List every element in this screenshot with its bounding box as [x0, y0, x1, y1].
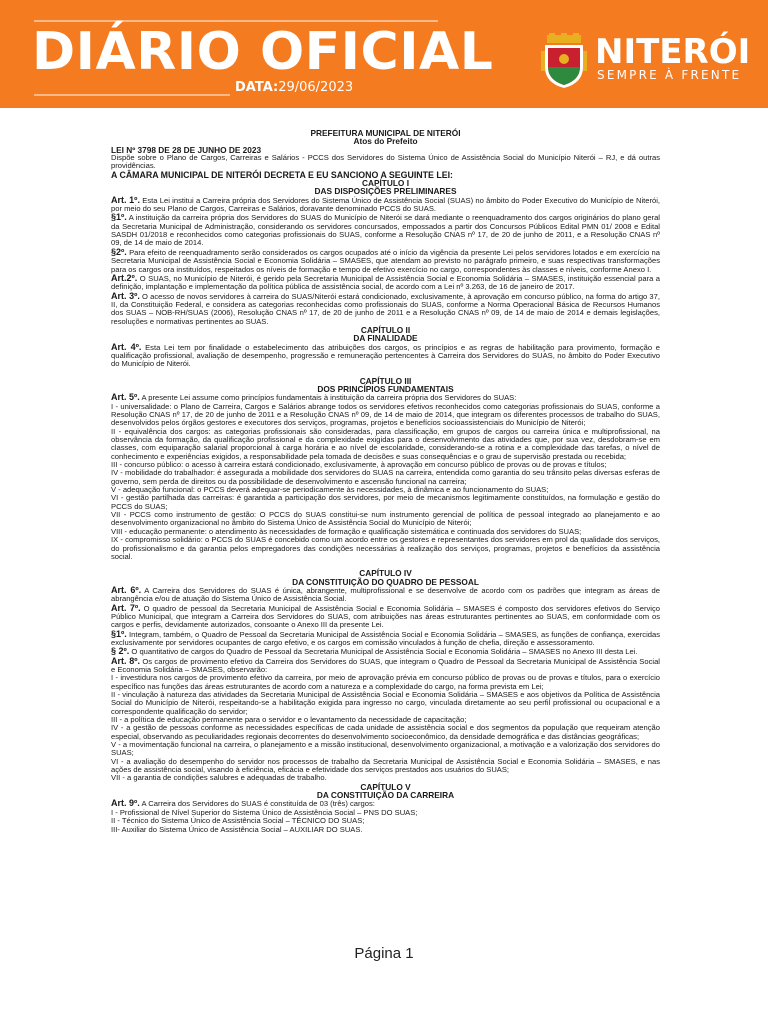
- org-title: PREFEITURA MUNICIPAL DE NITERÓI: [310, 128, 461, 138]
- article-3-label: Art. 3º.: [111, 290, 140, 301]
- article-7: [111, 604, 660, 630]
- article-9-item-i: I - Profissional de Nível Superior do Sistema Único de Assistência Social – PNS DO SUAS;: [111, 807, 418, 817]
- law-document: [111, 129, 660, 834]
- article-6: [111, 586, 660, 604]
- article-8-label: Art. 8º.: [111, 655, 141, 666]
- city-name: NITERÓI: [595, 32, 751, 72]
- article-5-item-iii: III - concurso público: o acesso à carreira estará condicionado, exclusivamente, à aprovação em concurso público de provas ou de provas e títulos;: [111, 460, 607, 470]
- article-1: [111, 196, 660, 214]
- chapter-4-name: DA CONSTITUIÇÃO DO QUADRO DE PESSOAL: [292, 576, 479, 587]
- article-6-label: Art. 6º.: [111, 584, 142, 595]
- chapter-3-title: CAPÍTULO III: [359, 375, 412, 386]
- article-8-text: Os cargos de provimento efetivo da Carreira dos Servidores do SUAS, que integram o Quadro de Pessoal da Secretaria Municipal de Assistência Social e Economia Solidária – SMASES, observarão:: [111, 656, 660, 674]
- article-3-text: O acesso de novos servidores à carreira do SUAS/Niterói estará condicionado, exclusivamente, à aprovação em concurso público, na forma do artigo 37, II, da Constituição Federal, e considera as categorias reconhecidas como profissionais do SUAS, conforme a Norma Operacional Básica de Recursos Humanos dos SUAS – NOB-RH/SUAS (2006), Resolução CNAS nº 17, de 20 de junho de 2011 e a Resolução CNAS nº 09, de 14 de maio de 2014 e demais legislações, resoluções e normativas pertinentes ao SUAS.: [111, 291, 660, 326]
- article-5-item-iv: IV - mobilidade do trabalhador: é assegurada a mobilidade dos servidores do SUAS na carreira, entendida como garantia do seu trânsito pelas diversas esferas de governo, sem perda de direitos ou da possibilidade de desenvolvimento e ascensão funcional na carreira;: [111, 468, 660, 486]
- issue-date: [235, 80, 353, 95]
- article-5-item-ii: II - equivalência dos cargos: as categorias profissionais são consideradas, para classificação, em grupos de cargos ou carreira única e multiprofissional, na observância da formação, da qualificação profissional e da complexidade exigidas para o desenvolvimento das atividades que, por sua vez, desdobram-se em classes, com equiparação salarial proporcional à carga horária e ao nível de escolaridade, considerando-se a rotina e a complexidade das tarefas, o nível de conhecimento e experiências exigidos, a responsabilidade pela tomada de decisões e suas consequências e o grau de supervisão prestada ou recebida;: [111, 426, 660, 461]
- article-9-item-ii: II - Técnico do Sistema Único de Assistência Social – TÉCNICO DO SUAS;: [111, 816, 365, 826]
- article-7-label: Art. 7º.: [111, 602, 141, 613]
- chapter-2-title: CAPÍTULO II: [360, 324, 411, 335]
- article-5-item-v: V - adequação funcional: o PCCS deverá adequar-se periodicamente às necessidades, à dinâmica e ao funcionamento do SUAS;: [111, 485, 549, 495]
- article-8-item-iii: III - a política de educação permanente para o servidor e o levantamento da necessidade de capacitação;: [111, 715, 467, 725]
- article-9-item-iii: III- Auxiliar do Sistema Único de Assistência Social – AUXILIAR DO SUAS.: [111, 824, 363, 834]
- date-label: DATA:: [235, 80, 279, 95]
- article-5-item-viii: VIII - educação permanente: o atendimento às necessidades de formação e qualificação sistemática e continuada dos servidores do SUAS;: [111, 526, 582, 536]
- chapter-1-title: CAPÍTULO I: [361, 178, 409, 189]
- city-crest-icon: [541, 33, 587, 89]
- org-subtitle: Atos do Prefeito: [353, 136, 418, 147]
- chapter-1-name: DAS DISPOSIÇÕES PRELIMINARES: [314, 186, 457, 197]
- article-1-paragraph-2-text: Para efeito de reenquadramento serão considerados os cargos ocupados até o início da vigência da presente Lei pelos servidores lotados e em exercício na Secretaria Municipal de Assistência Social e Economia Solidária – SMASES, que atendam ao previsto no parágrafo primeiro, e suas respectivas transformações para os cargos ora instituídos, respeitados os níveis de formação e tempo de efetivo exercício no cargo, correspondentes às classes e níveis, conforme Anexo I.: [111, 247, 660, 274]
- article-2-text: O SUAS, no Município de Niterói, é gerido pela Secretaria Municipal de Assistência Social e Economia Solidária – SMASES, instituição essencial para a definição, implantação e implementação da política pública de assistência social, de acordo com a Lei nº 3.263, de 16 de janeiro de 2017.: [111, 273, 660, 292]
- article-8: [111, 657, 660, 675]
- decree-statement: A CÂMARA MUNICIPAL DE NITERÓI DECRETA E EU SANCIONO A SEGUINTE LEI:: [111, 169, 453, 180]
- article-1-paragraph-1-text: A instituição da carreira própria dos Servidores do SUAS do Município de Niterói se dará mediante o reenquadramento dos cargos originários do plano geral da Secretaria Municipal de Administração, considerando os servidores concursados, empossados a partir dos Concursos Públicos Edital PMN 01/ 2008 e Edital SASDH 01/2018 e reconhecidos como categorias profissionais do SUAS, conforme a Resolução CNAS nº 17, de 20 de junho de 2011, e a Resolução CNAS nº 09, de 14 de maio de 2014.: [111, 213, 660, 248]
- article-7-paragraph-2-text: O quantitativo de cargos do Quadro de Pessoal da Secretaria Municipal de Assistência Social e Economia Solidária – SMASES no Anexo III desta Lei.: [129, 647, 638, 657]
- chapter-3-name: DOS PRINCÍPIOS FUNDAMENTAIS: [317, 383, 454, 394]
- article-1-paragraph-1-label: §1º.: [111, 212, 127, 223]
- article-7-paragraph-2: [111, 647, 660, 656]
- city-slogan: SEMPRE À FRENTE: [597, 68, 742, 82]
- article-1-paragraph-2-label: §2º.: [111, 246, 127, 257]
- article-7-paragraph-1: [111, 630, 660, 648]
- article-3: [111, 292, 660, 326]
- article-5-item-ix: IX - compromisso solidário: o PCCS do SUAS é concebido como um acordo entre os gestores e representantes dos servidores em prol da qualidade dos serviços, do profissionalismo e da garantia pelos empregadores das condições necessárias à realização dos serviços, programas, projetos e benefícios da assistência social.: [111, 535, 660, 561]
- article-1-text: Esta Lei institui a Carreira própria dos Servidores do Sistema Único de Assistência Social (SUAS) no âmbito do Poder Executivo do Município de Niterói, por meio do seu Plano de Cargos, Carreiras e Salários, doravante denominado PCCS do SUAS.: [111, 195, 661, 214]
- article-5-item-vi: VI - gestão partilhada das carreiras: é garantida a participação dos servidores, por meio de mecanismos legitimamente constituídos, na formulação e gestão do PCCS do SUAS;: [111, 493, 660, 511]
- article-7-paragraph-1-label: §1º.: [111, 628, 127, 639]
- article-8-item-vi: VI - a avaliação do desempenho do servidor nos processos de trabalho da Secretaria Municipal de Assistência Social e Economia Solidária – SMASES, e nas ações de assistência social, visando à eficiência, eficácia e efetividade dos serviços prestados aos usuários do SUAS;: [111, 756, 660, 775]
- article-1-paragraph-1: [111, 213, 660, 247]
- chapter-5-name: DA CONSTITUIÇÃO DA CARREIRA: [316, 790, 455, 801]
- masthead-rule-bottom: [34, 94, 230, 96]
- chapter-2-name: DA FINALIDADE: [353, 333, 418, 344]
- article-1-label: Art. 1º.: [111, 194, 140, 205]
- date-value: 29/06/2023: [278, 80, 354, 95]
- article-7-paragraph-2-label: § 2º.: [111, 646, 130, 657]
- article-5-item-vii: VII - PCCS como instrumento de gestão: O PCCS do SUAS constitui-se num instrumento gerencial de política de pessoal integrado ao planejamento e ao desenvolvimento organizacional no âmbito do Sistema Único de Assistência Social do Município de Niterói;: [111, 510, 660, 528]
- article-5-text: A presente Lei assume como princípios fundamentais à instituição da carreira própria dos Servidores do SUAS:: [139, 393, 517, 403]
- article-8-item-vii: VII - a garantia de condições salubres e adequadas de trabalho.: [111, 773, 327, 783]
- article-5-label: Art. 5º.: [111, 392, 140, 403]
- article-8-item-i: I - investidura nos cargos de provimento efetivo da carreira, por meio de aprovação prévia em concurso público de provas ou de provas e títulos, para o exercício específico nas funções das áreas estruturantes de acordo com a natureza e a complexidade do cargo, na forma prevista em Lei;: [111, 673, 660, 691]
- article-4: [111, 343, 660, 369]
- article-4-text: Esta Lei tem por finalidade o estabelecimento das atribuições dos cargos, os princípios e as regras de habilitação para provimento, formação e qualificação profissional, avaliação de desempenho, progressão e remuneração pertencentes à Carreira dos Servidores do SUAS, no âmbito do Poder Executivo do Município de Niterói.: [111, 342, 660, 369]
- article-9-text: A Carreira dos Servidores do SUAS é constituída de 03 (três) cargos:: [139, 799, 375, 809]
- chapter-5-title: CAPÍTULO V: [360, 781, 411, 792]
- article-1-paragraph-2: [111, 248, 660, 274]
- law-title: LEI Nº 3798 DE 28 DE JUNHO DE 2023: [111, 144, 262, 155]
- article-4-label: Art. 4º.: [111, 341, 142, 352]
- article-7-text: O quadro de pessoal da Secretaria Municipal de Assistência Social e Economia Solidária – SMASES é composto dos servidores efetivos do Serviço Público Municipal, que integram a Carreira dos Servidores do SUAS, com atribuições nas áreas estruturantes pertinentes ao SUAS, em conformidade com os cargos e perfis, devidamente autorizados, consoante o Anexo III da presente Lei.: [111, 603, 661, 630]
- chapter-4-title: CAPÍTULO IV: [359, 568, 412, 579]
- article-9-label: Art. 9º.: [111, 798, 140, 809]
- page-number: Página 1: [354, 945, 414, 962]
- article-2: [111, 274, 660, 292]
- article-2-label: Art.2º.: [111, 272, 138, 283]
- article-7-paragraph-1-text: Integram, também, o Quadro de Pessoal da Secretaria Municipal de Assistência Social e Economia Solidária – SMASES, as funções de confiança, exercidas exclusivamente por servidores ocupantes de cargo efetivo, e os cargos em comissão vinculados à função de chefia, direção e assessoramento.: [111, 629, 660, 647]
- masthead-banner: [0, 0, 768, 108]
- article-5-item-i: I - universalidade: o Plano de Carreira, Cargos e Salários abrange todos os servidores efetivos reconhecidos como categorias profissionais do SUAS, conforme a Resolução CNAS nº 17, de 20 de junho de 2011 e a Resolução CNAS nº 09, de 14 de maio de 2014, que integram os diferentes processos de trabalho do SUAS, desenvolvidos pelos órgãos gestores e executores dos serviços, programas, projetos e benefícios socioassistenciais do Município de Niterói;: [111, 401, 660, 428]
- law-summary: Dispõe sobre o Plano de Cargos, Carreiras e Salários - PCCS dos Servidores do Sistema Único de Assistência Social do Município Niterói – RJ, e dá outras providências.: [111, 153, 660, 171]
- article-8-item-iv: IV - a gestão de pessoas conforme as necessidades específicas de cada unidade de assistência social e dos segmentos da população que requeiram atenção especial, observando as peculiaridades regionais decorrentes do desenvolvimento socioeconômico, da densidade demográfica e das distâncias geográficas;: [111, 723, 660, 741]
- article-8-item-v: V - a movimentação funcional na carreira, o planejamento e a missão institucional, desenvolvimento organizacional, a motivação e a valorização dos servidores do SUAS;: [111, 740, 660, 758]
- article-6-text: A Carreira dos Servidores do SUAS é única, abrangente, multiprofissional e se desenvolve de acordo com os padrões que integram as áreas de abrangência e/ou de atuação do Sistema Único de Assistência Social.: [111, 585, 660, 604]
- article-8-item-ii: II - vinculação à natureza das atividades da Secretaria Municipal de Assistência Social e Economia Solidária – SMASES e aos objetivos da Política de Assistência Social do Município de Niterói, respeitando-se a habilitação exigida para ingresso no cargo, vinculada diretamente ao seu perfil profissional ou ocupacional e a correspondente qualificação do servidor;: [111, 690, 660, 716]
- masthead-title: DIÁRIO OFICIAL: [32, 22, 494, 82]
